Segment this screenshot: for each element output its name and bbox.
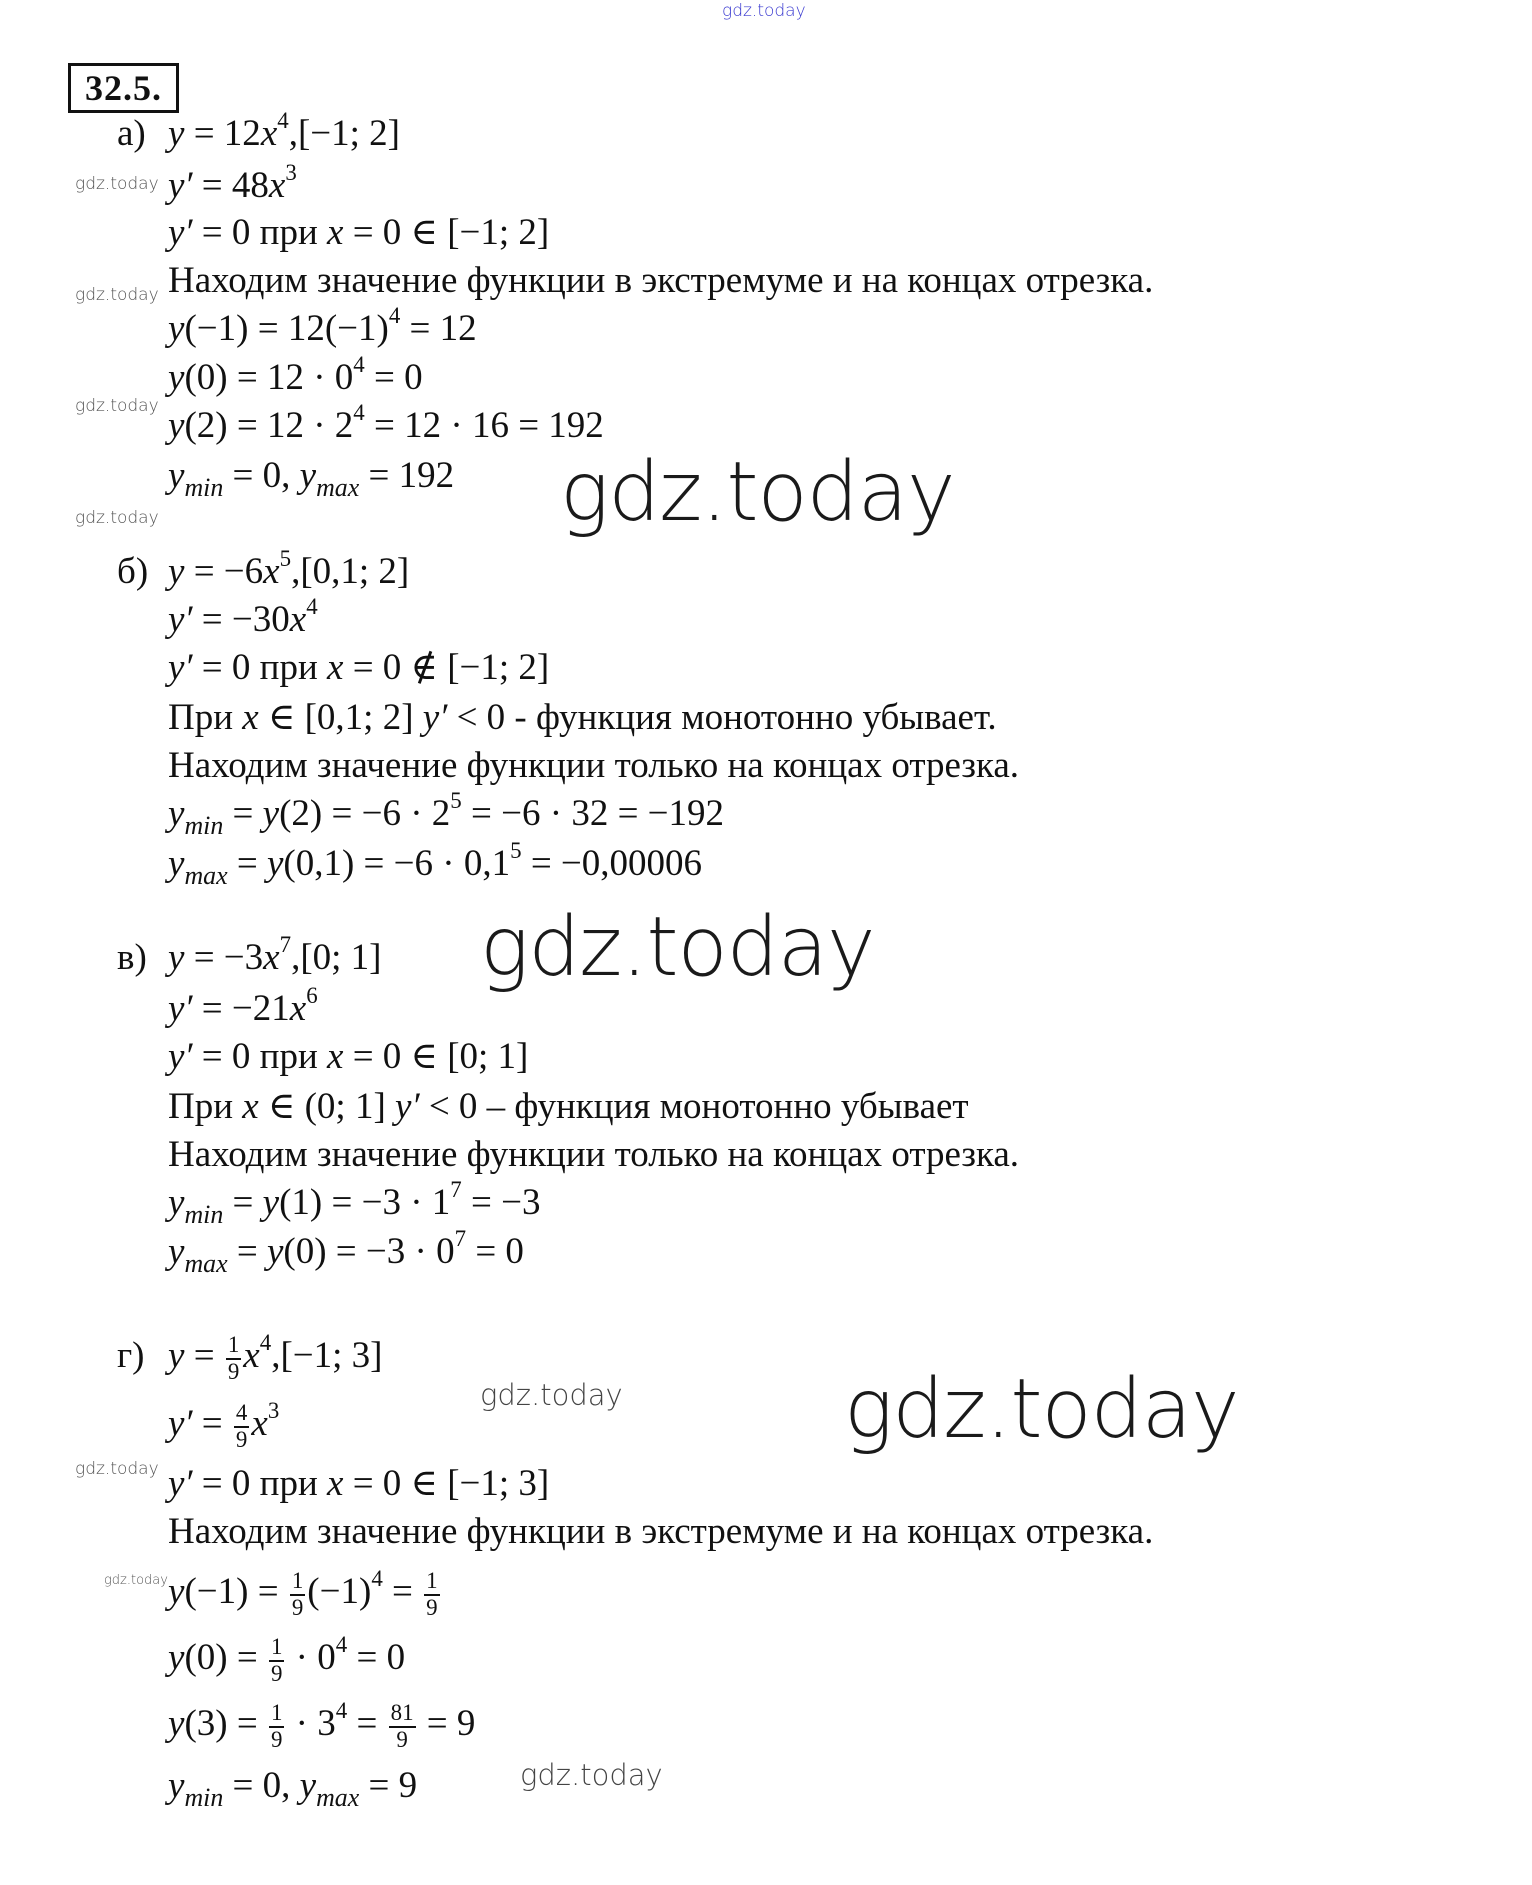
variable: y: [168, 937, 185, 978]
text-run: = 0 при: [192, 212, 327, 253]
variable: x: [242, 697, 259, 738]
variable: x: [327, 1036, 344, 1077]
text-run: = −6 · 32 = −192: [461, 793, 725, 834]
solution-line: [168, 1508, 1153, 1556]
text-run: Находим значение функции в экстремуме и на концах отрезка.: [168, 1511, 1154, 1552]
exponent: 4: [388, 302, 401, 328]
exponent: 7: [279, 931, 292, 957]
text-run: = 0: [466, 1231, 524, 1272]
text-run: ∈ [0,1; 2]: [258, 697, 423, 738]
solution-line: [168, 302, 477, 353]
exponent: 4: [277, 107, 289, 133]
text-run: < 0 – функция монотонно убывает: [419, 1086, 969, 1127]
text-run: = −0,00006: [521, 843, 703, 884]
text-run: ,[0,1; 2]: [291, 551, 410, 592]
variable: y′: [168, 599, 193, 640]
text-run: = 9: [417, 1703, 476, 1744]
exponent: 6: [306, 982, 318, 1008]
text-run: ,[−1; 3]: [271, 1335, 383, 1376]
variable: x: [260, 113, 278, 154]
fraction: [290, 1569, 305, 1619]
text-run: Находим значение функции только на концах отрезка.: [168, 1134, 1020, 1175]
numerator: 1: [269, 1635, 284, 1661]
solution-line: [168, 931, 382, 982]
denominator: 9: [227, 1358, 240, 1384]
variable: y′: [168, 988, 193, 1029]
solution-line: [168, 452, 455, 503]
text-run: Находим значение функции только на концах отрезка.: [168, 745, 1020, 786]
variable: y: [262, 1182, 280, 1223]
variable: y: [299, 455, 317, 496]
text-run: ∈ (0; 1]: [258, 1086, 396, 1127]
exponent: 4: [371, 1565, 383, 1591]
variable: y′: [422, 697, 448, 738]
variable: y: [168, 1571, 185, 1612]
solution-line: [168, 742, 1019, 790]
denominator: 9: [396, 1726, 408, 1752]
exponent: 4: [353, 351, 365, 377]
exponent: 7: [454, 1225, 467, 1251]
watermark-small: gdz.today: [75, 174, 159, 194]
solution-line: [168, 257, 1153, 305]
part-label: в): [117, 937, 147, 978]
watermark-small: gdz.today: [75, 396, 159, 416]
subscript: max: [316, 1783, 360, 1813]
text-run: · 0: [286, 1637, 336, 1678]
variable: y: [168, 1637, 185, 1678]
fraction: [269, 1635, 284, 1685]
part-label: г): [117, 1335, 145, 1376]
text-run: =: [192, 1403, 232, 1444]
solution-line: [168, 593, 318, 644]
text-run: (0) =: [184, 1637, 267, 1678]
text-run: = 0: [364, 357, 423, 398]
text-run: = 0 ∈ [0; 1]: [343, 1036, 529, 1077]
variable: x: [263, 937, 280, 978]
variable: x: [243, 1335, 260, 1376]
denominator: 9: [270, 1660, 283, 1686]
solution-line: [168, 1762, 418, 1813]
variable: y: [168, 357, 185, 398]
text-run: (−1): [307, 1571, 372, 1612]
variable: x: [289, 988, 307, 1029]
variable: y′: [395, 1086, 420, 1127]
solution-line: [168, 1697, 476, 1752]
variable: y: [168, 1182, 185, 1223]
text-run: = 0,: [223, 1765, 300, 1806]
text-run: = −21: [192, 988, 290, 1029]
variable: y′: [168, 1403, 193, 1444]
watermark-large: gdz.today: [480, 900, 875, 995]
text-run: = 192: [359, 455, 455, 496]
text-run: =: [347, 1703, 387, 1744]
exponent: 3: [267, 1397, 280, 1423]
text-run: (2) = 12 · 2: [184, 405, 354, 446]
variable: x: [327, 647, 344, 688]
solution-line: [168, 694, 997, 742]
watermark-large: gdz.today: [844, 1362, 1239, 1457]
denominator: 9: [270, 1726, 283, 1752]
text-run: (1) = −3 · 1: [279, 1182, 451, 1223]
text-run: = 0 ∈ [−1; 3]: [343, 1463, 550, 1504]
text-run: = −30: [192, 599, 290, 640]
variable: y: [168, 1765, 185, 1806]
text-run: (−1) = 12(−1): [184, 308, 389, 349]
solution-line: [168, 1083, 969, 1131]
text-run: (−1) =: [184, 1571, 288, 1612]
denominator: 9: [235, 1426, 248, 1452]
variable: y: [168, 843, 185, 884]
exponent: 4: [259, 1329, 272, 1355]
text-run: При: [168, 697, 243, 738]
solution-line: [168, 1631, 406, 1686]
text-run: Находим значение функции в экстремуме и на концах отрезка.: [168, 260, 1154, 301]
variable: y′: [168, 212, 193, 253]
variable: y: [168, 1335, 185, 1376]
exponent: 4: [306, 593, 318, 619]
text-run: =: [382, 1571, 423, 1612]
watermark-small: gdz.today: [75, 508, 159, 528]
variable: y′: [168, 1036, 193, 1077]
top-watermark: gdz.today: [722, 1, 806, 21]
text-run: (0) = −3 · 0: [283, 1231, 455, 1272]
text-run: = −3: [184, 937, 264, 978]
watermark-large: gdz.today: [560, 445, 955, 540]
text-run: · 3: [286, 1703, 336, 1744]
solution-line: [168, 209, 549, 257]
text-run: (3) =: [184, 1703, 267, 1744]
watermark-small: gdz.today: [104, 1573, 168, 1588]
text-run: = 12 · 16 = 192: [364, 405, 604, 446]
exponent: 5: [510, 837, 522, 863]
variable: y: [168, 455, 185, 496]
text-run: = 0 ∈ [−1; 2]: [343, 212, 550, 253]
text-run: (0,1) = −6 · 0,1: [283, 843, 511, 884]
solution-line: [168, 545, 410, 596]
solution-line: [168, 399, 604, 450]
subscript: min: [184, 473, 224, 503]
text-run: ,[0; 1]: [291, 937, 382, 978]
solution-line: [168, 1460, 549, 1508]
numerator: 1: [226, 1333, 241, 1359]
variable: y: [266, 843, 284, 884]
variable: x: [289, 599, 307, 640]
fraction: [269, 1701, 284, 1751]
subscript: min: [184, 1200, 224, 1230]
subscript: max: [184, 1249, 228, 1279]
watermark-medium: gdz.today: [480, 1378, 623, 1412]
exponent: 4: [335, 1631, 348, 1657]
text-run: = 48: [192, 165, 269, 206]
text-run: = 0 ∉ [−1; 2]: [343, 647, 550, 688]
variable: y: [299, 1765, 317, 1806]
text-run: =: [223, 1182, 263, 1223]
watermark-small: gdz.today: [75, 1459, 159, 1479]
solution-line: [168, 1033, 528, 1081]
subscript: min: [184, 1783, 224, 1813]
text-run: =: [227, 843, 267, 884]
part-label: а): [117, 113, 146, 154]
variable: x: [263, 551, 280, 592]
variable: y: [168, 405, 185, 446]
watermark-medium: gdz.today: [520, 1758, 663, 1792]
variable: x: [242, 1086, 259, 1127]
text-run: = 9: [359, 1765, 418, 1806]
text-run: = 0 при: [192, 1463, 327, 1504]
watermark-small: gdz.today: [75, 285, 159, 305]
variable: y′: [168, 647, 193, 688]
variable: x: [268, 165, 286, 206]
variable: x: [251, 1403, 268, 1444]
variable: y: [168, 308, 185, 349]
text-run: = −3: [461, 1182, 541, 1223]
solution-line: [168, 982, 318, 1033]
solution-line: [168, 1131, 1019, 1179]
variable: y: [168, 113, 185, 154]
text-run: = 0 при: [192, 647, 327, 688]
fraction: [424, 1569, 439, 1619]
fraction: [226, 1333, 241, 1383]
part-label: б): [117, 551, 149, 592]
variable: y: [262, 793, 280, 834]
variable: y: [168, 1231, 185, 1272]
numerator: 1: [290, 1569, 305, 1595]
exponent: 4: [353, 399, 365, 425]
solution-line: [168, 1397, 280, 1452]
solution-line: [168, 1329, 383, 1384]
numerator: 1: [269, 1701, 284, 1727]
subscript: min: [184, 811, 224, 841]
text-run: = 12: [400, 308, 477, 349]
exponent: 5: [450, 787, 462, 813]
variable: y′: [168, 1463, 193, 1504]
variable: y: [168, 1703, 185, 1744]
numerator: 1: [424, 1569, 439, 1595]
variable: x: [327, 1463, 344, 1504]
text-run: ,[−1; 2]: [288, 113, 401, 154]
solution-line: [168, 1176, 541, 1230]
text-run: = −6: [184, 551, 264, 592]
text-run: При: [168, 1086, 243, 1127]
solution-line: [168, 787, 725, 841]
text-run: < 0 - функция монотонно убывает.: [447, 697, 997, 738]
text-run: (0) = 12 · 0: [184, 357, 354, 398]
exponent: 7: [450, 1176, 462, 1202]
variable: y: [168, 793, 185, 834]
variable: y: [266, 1231, 284, 1272]
exponent: 3: [285, 159, 297, 185]
solution-line: [168, 837, 703, 891]
fraction: [234, 1401, 249, 1451]
solution-line: [168, 107, 401, 158]
exponent: 5: [279, 545, 292, 571]
variable: y: [168, 551, 185, 592]
text-run: = 0 при: [192, 1036, 327, 1077]
numerator: 4: [234, 1401, 249, 1427]
denominator: 9: [291, 1594, 304, 1620]
solution-line: [168, 1565, 442, 1620]
text-run: = 12: [184, 113, 261, 154]
solution-line: [168, 644, 549, 692]
text-run: =: [227, 1231, 267, 1272]
text-run: = 0: [347, 1637, 406, 1678]
numerator: 81: [389, 1701, 416, 1727]
text-run: =: [223, 793, 263, 834]
text-run: (2) = −6 · 2: [279, 793, 451, 834]
problem-number: 32.5.: [68, 63, 179, 113]
solution-line: [168, 1225, 524, 1279]
variable: y′: [168, 165, 193, 206]
variable: x: [327, 212, 344, 253]
subscript: max: [184, 861, 228, 891]
text-run: = 0,: [223, 455, 300, 496]
denominator: 9: [426, 1594, 438, 1620]
text-run: =: [184, 1335, 224, 1376]
solution-line: [168, 351, 423, 402]
solution-line: [168, 159, 297, 210]
fraction: [389, 1701, 416, 1751]
exponent: 4: [335, 1697, 348, 1723]
subscript: max: [316, 473, 360, 503]
